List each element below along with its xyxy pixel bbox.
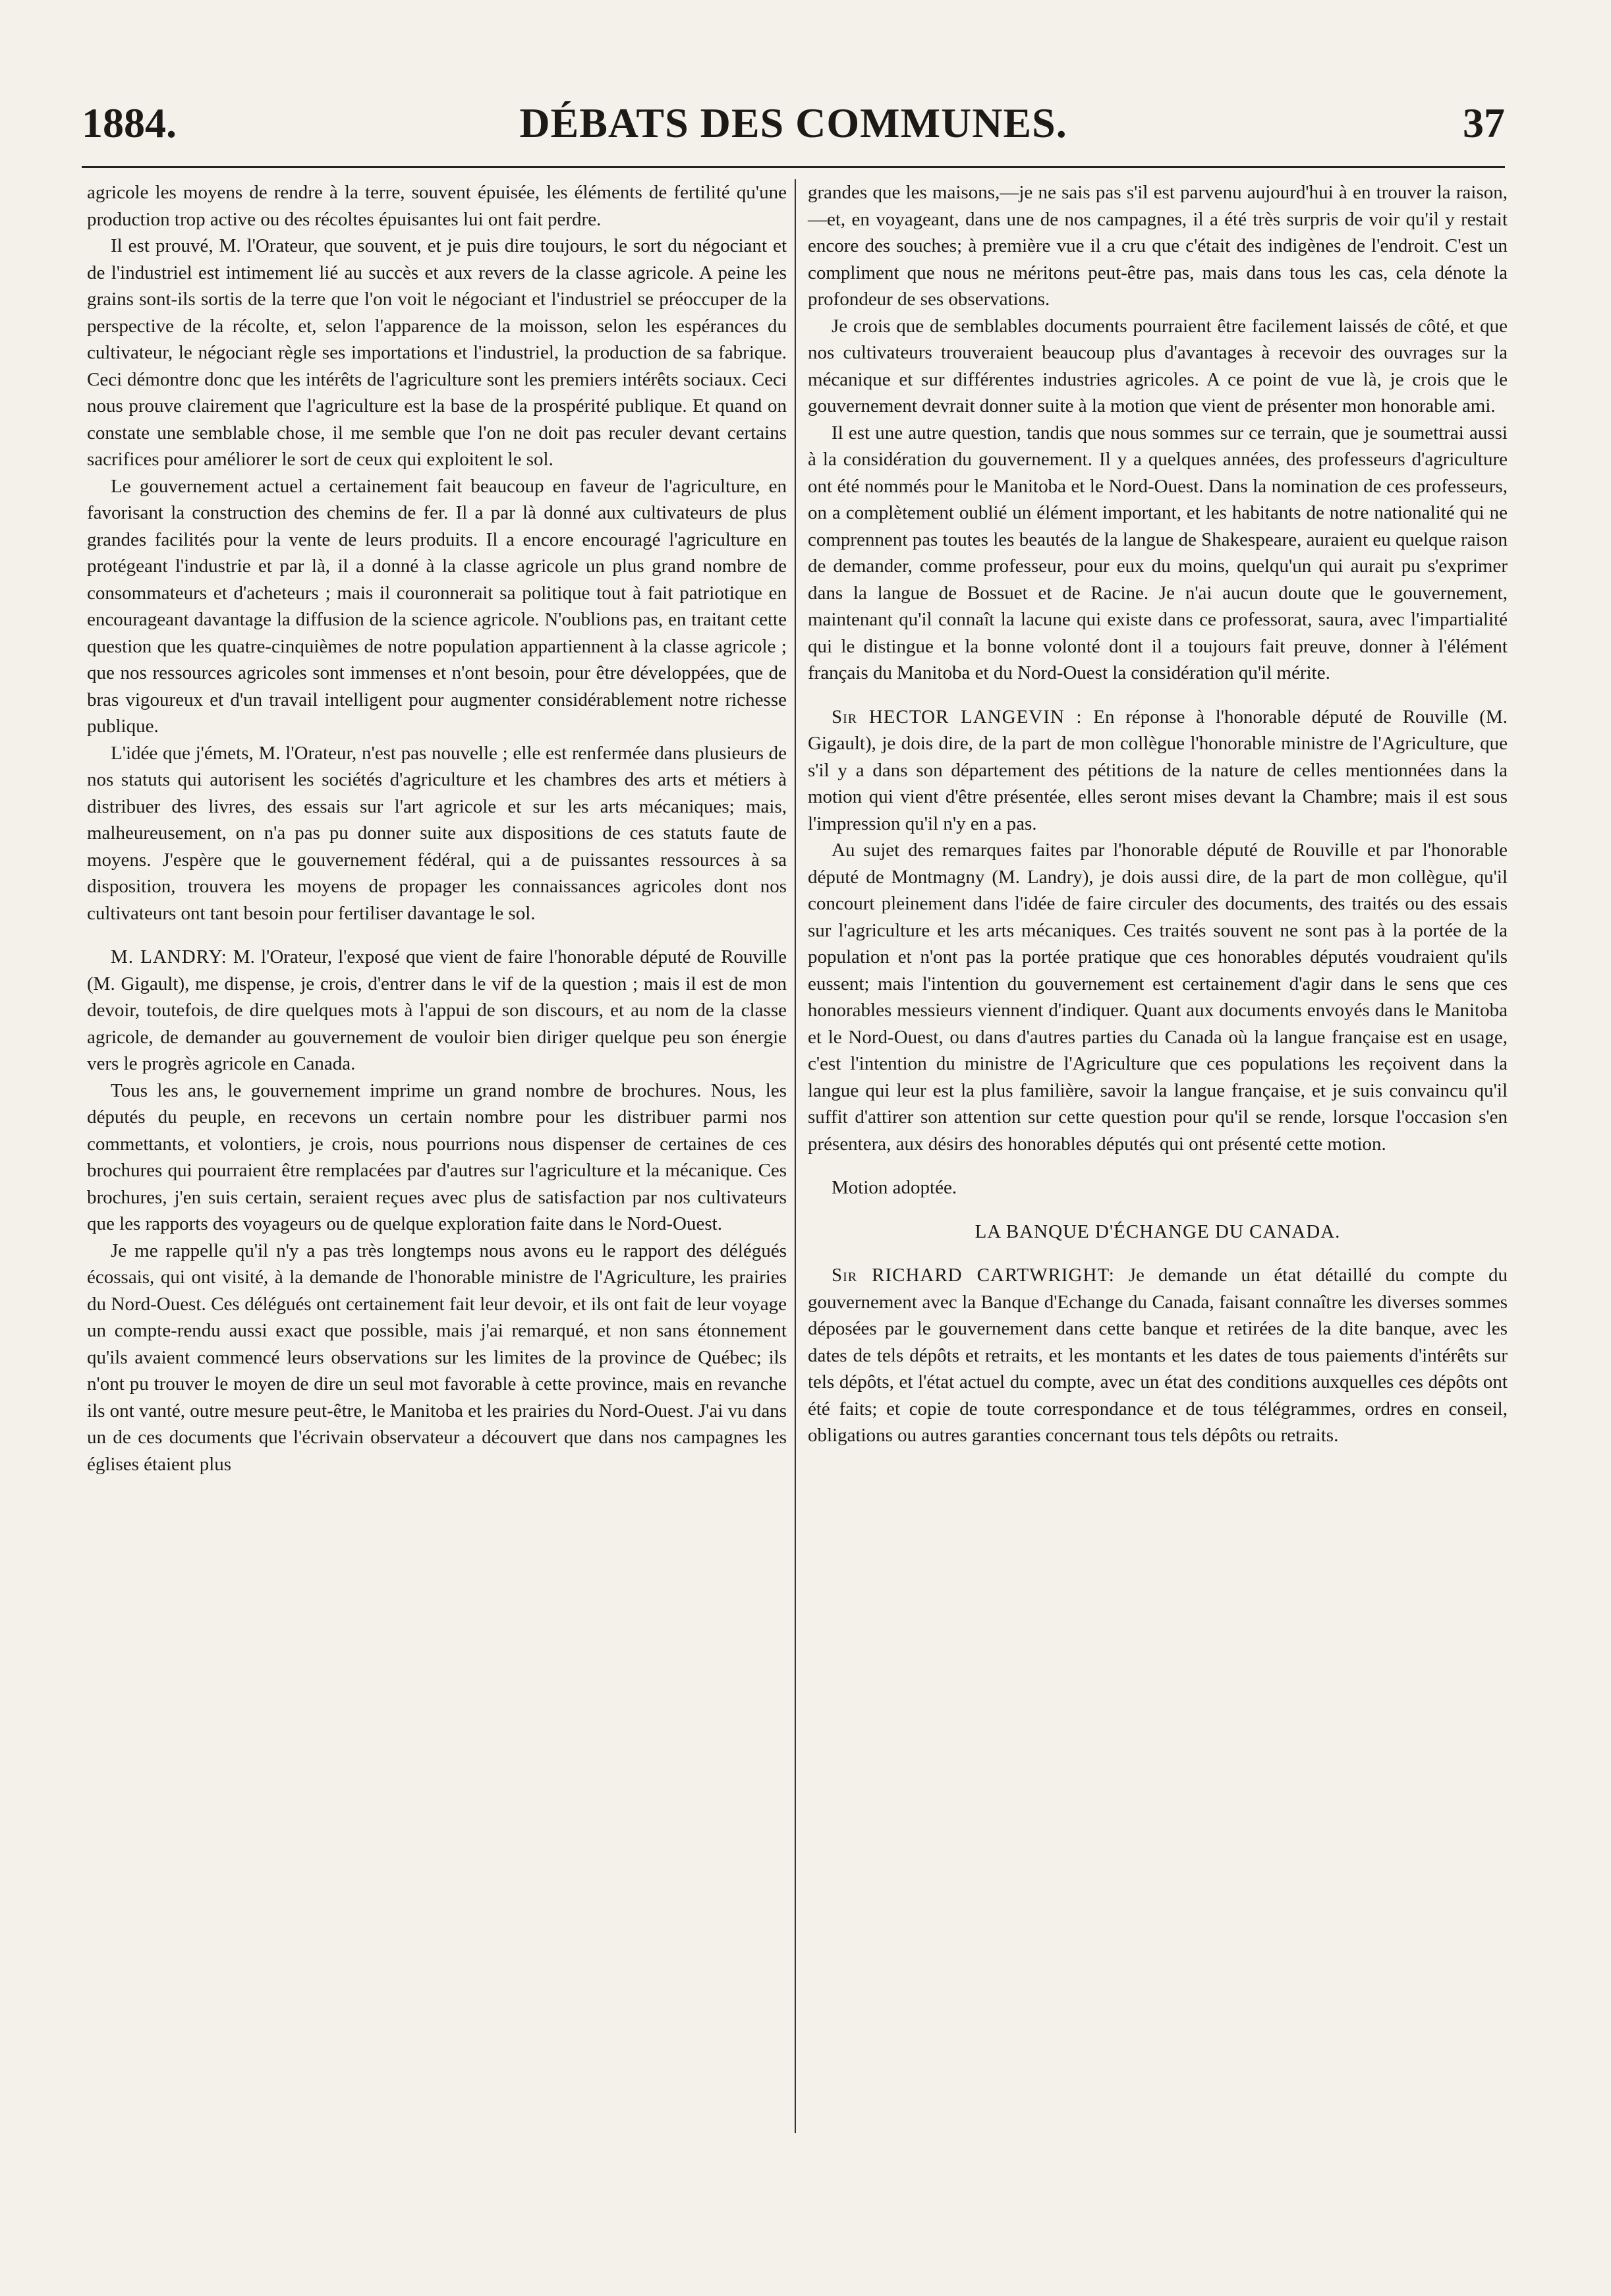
speaker-name: Sir HECTOR LANGEVIN : (832, 706, 1083, 728)
paragraph: Le gouvernement actuel a certainement fait beaucoup en faveur de l'agriculture, en favorisant la construction des chemins de fer. Il a par là donné aux cultivateurs de plus grandes facilités pour la vente de leurs produits. Il a encore encouragé l'agriculture en protégeant l'industrie et par là, il a donné à la classe agricole un plus grand nombre de consommateurs et d'acheteurs ; mais il couronnerait sa politique tout à fait patriotique en encourageant davantage la diffusion de la science agricole. N'oublions pas, en traitant cette question que les quatre-cinquièmes de notre population appartiennent à la classe agricole ; que nos ressources agricoles sont immenses et n'ont besoin, pour être développées, que de bras vigoureux et d'un travail intelligent pour augmenter considérablement notre richesse publique. (87, 475, 787, 737)
spacer (808, 1201, 1508, 1219)
paragraph: agricole les moyens de rendre à la terre, souvent épuisée, les éléments de fertilité qu'une production trop active ou des récoltes épuisantes lui ont fait perdre. (87, 182, 787, 230)
right-column (808, 179, 1508, 1449)
header-rule (82, 166, 1505, 168)
paragraph: Au sujet des remarques faites par l'honorable député de Rouville et par l'honorable député de Montmagny (M. Landry), je dois aussi dire, de la part de mon collègue, qu'il concourt pleinement dans l'idée de faire circuler des documents, des traités ou des essais sur l'agriculture et les arts mécaniques. Ces traités souvent ne sont pas à la portée de la population et n'ont pas la portée pratique que ces honorables députés voudraient qu'ils eussent; mais l'intention du gouvernement est certainement d'agir dans le sens que ces honorables messieurs viennent d'indiquer. Quant aux documents envoyés dans le Manitoba et le Nord-Ouest, ou dans d'autres parties du Canada où la langue française est en usage, c'est l'intention du ministre de l'Agriculture que ces populations les reçoivent dans la langue qui leur est la plus familière, savoir la langue française, et je suis convaincu qu'il suffit d'attirer son attention sur cette question pour qu'il se rende, lorsque l'occasion s'en présentera, aux désirs des honorables députés qui ont présenté cette motion. (808, 840, 1508, 1155)
speech-text: Je demande un état détaillé du compte du gouvernement avec la Banque d'Echange du Canada, faisant connaître les diverses sommes déposées par le gouvernement dans cette banque et retirées de la dite banque, avec les dates de tels dépôts et retraits, et les montants et les dates de tous paiements d'intérêts sur tels dépôts, et l'état actuel du compte, avec un état des conditions auxquelles ces dépôts ont été faits; et copie de toute correspondance et de tous télégrammes, ordres en conseil, obligations ou autres garanties concernant tous tels dépôts ou retraits. (808, 1265, 1508, 1446)
spacer (808, 687, 1508, 704)
page-header (82, 99, 1505, 158)
paragraph: Je crois que de semblables documents pourraient être facilement laissés de côté, et que nos cultivateurs trouveraient beaucoup plus d'avantages à recevoir des ouvrages sur la mécanique et sur différentes industries agricoles. A ce point de vue là, je crois que le gouvernement devrait donner suite à la motion que vient de présenter mon honorable ami. (808, 315, 1508, 416)
spacer (808, 1245, 1508, 1262)
paragraph: Je me rappelle qu'il n'y a pas très longtemps nous avons eu le rapport des délégués écossais, qui ont visité, à la demande de l'honorable ministre de l'Agriculture, les prairies du Nord-Ouest. Ces délégués ont certainement fait leur devoir, et ils ont fait de leur voyage un compte-rendu aussi exact que possible, mais j'ai remarqué, et non sans étonnement qu'ils avaient commencé leurs observations sur les limites de la province de Québec; ils n'ont pu trouver le moyen de dire un seul mot favorable à cette province, mais en revanche ils ont vanté, outre mesure peut-être, le Manitoba et les prairies du Nord-Ouest. J'ai vu dans un de ces documents que l'écrivain observateur a découvert que dans nos campagnes les églises étaient plus (87, 1240, 787, 1475)
section-title: LA BANQUE D'ÉCHANGE DU CANADA. (975, 1220, 1341, 1242)
header-year: 1884. (82, 100, 177, 146)
spacer (87, 927, 787, 944)
paragraph: L'idée que j'émets, M. l'Orateur, n'est pas nouvelle ; elle est renfermée dans plusieurs de nos statuts qui autorisent les sociétés d'agriculture et les chambres des arts et métiers à distribuer des livres, des essais sur l'art agricole et sur les arts mécaniques; mais, malheureusement, on n'a pas pu donner suite aux dispositions de ces statuts faute de moyens. J'espère que le gouvernement fédéral, qui a de puissantes ressources à sa disposition, trouvera les moyens de propager les connaissances agricoles dont nos cultivateurs ont tant besoin pour fertiliser davantage le sol. (87, 742, 787, 924)
speaker-name: M. LANDRY: (111, 946, 227, 967)
motion-adopted: Motion adoptée. (832, 1177, 957, 1198)
paragraph: Il est une autre question, tandis que nous sommes sur ce terrain, que je soumettrai aussi à la considération du gouvernement. Il y a quelques années, des professeurs d'agriculture ont été nommés pour le Manitoba et le Nord-Ouest. Dans la nomination de ces professeurs, on a complètement oublié un élément important, et les habitants de notre nationalité qui ne comprennent pas toutes les beautés de la langue de Shakespeare, auraient eu quelque raison de demander, comme professeur, pour eux du moins, quelqu'un qui aurait pu s'exprimer dans la langue de Bossuet et de Racine. Je n'ai aucun doute que le gouvernement, maintenant qu'il connaît la lacune qui existe dans ce professorat, saura, avec l'impartialité qui le distingue et la bonne volonté dont il a toujours fait preuve, donner à l'élément français du Manitoba et du Nord-Ouest la considération qu'il mérite. (808, 422, 1508, 683)
spacer (808, 1157, 1508, 1174)
column-divider (795, 179, 796, 2133)
left-column (87, 179, 787, 1478)
speech-text: En réponse à l'honorable député de Rouville (M. Gigault), je dois dire, de la part de mon collègue l'honorable ministre de l'Agriculture, que s'il y a dans son département des pétitions de la nature de celles mentionnées dans la motion qui vient d'être présentée, elles seront mises devant la Chambre; mais il est sous l'impression qu'il n'y en a pas. (808, 706, 1508, 834)
paragraph: Tous les ans, le gouvernement imprime un grand nombre de brochures. Nous, les députés du peuple, en recevons un certain nombre pour les distribuer parmi nos commettants, et volontiers, je crois, nous pourrions nous dispenser de certaines de ces brochures qui pourraient être remplacées par d'autres sur l'agriculture et la mécanique. Ces brochures, j'en suis certain, seraient reçues avec plus de satisfaction par nos cultivateurs que les rapports des voyageurs ou de quelque exploration faite dans le Nord-Ouest. (87, 1079, 787, 1234)
speech-langevin (808, 704, 1508, 838)
speech-text: M. l'Orateur, l'exposé que vient de faire l'honorable député de Rouville (M. Gigault), me dispense, je crois, d'entrer dans le vif de la question ; mais il est de mon devoir, toutefois, de dire quelques mots à l'appui de son discours, et au nom de la classe agricole, de demander au gouvernement de vouloir bien diriger quelque peu son énergie vers le progrès agricole en Canada. (87, 946, 787, 1074)
header-page-number: 37 (1463, 100, 1505, 146)
speech-cartwright (808, 1262, 1508, 1449)
paragraph: grandes que les maisons,—je ne sais pas s'il est parvenu aujourd'hui à en trouver la raison,—et, en voyageant, dans une de nos campagnes, il a été très surpris de voir qu'il y restait encore des souches; à première vue il a cru que c'était des indigènes de l'endroit. C'est un compliment que nous ne méritons peut-être pas, mais dans tous les cas, cela dénote la profondeur de ses observations. (808, 182, 1508, 310)
speaker-name: Sir RICHARD CARTWRIGHT: (832, 1265, 1115, 1286)
header-title: DÉBATS DES COMMUNES. (519, 100, 1067, 146)
speech-landry (87, 944, 787, 1077)
paragraph: Il est prouvé, M. l'Orateur, que souvent, et je puis dire toujours, le sort du négociant et de l'industriel est intimement lié au succès et aux revers de la classe agricole. A peine les grains sont-ils sortis de la terre que l'on voit le négociant et l'industriel se préoccuper de la perspective de la récolte, et, selon l'apparence de la moisson, selon les espérances du cultivateur, le négociant règle ses importations et l'industriel, la production de sa fabrique. Ceci démontre donc que les intérêts de l'agriculture sont les premiers intérêts sociaux. Ceci nous prouve clairement que l'agriculture est la base de la prospérité publique. Et quand on constate une semblable chose, il me semble que l'on ne doit pas reculer devant certains sacrifices pour améliorer le sort de ceux qui exploitent le sol. (87, 235, 787, 470)
